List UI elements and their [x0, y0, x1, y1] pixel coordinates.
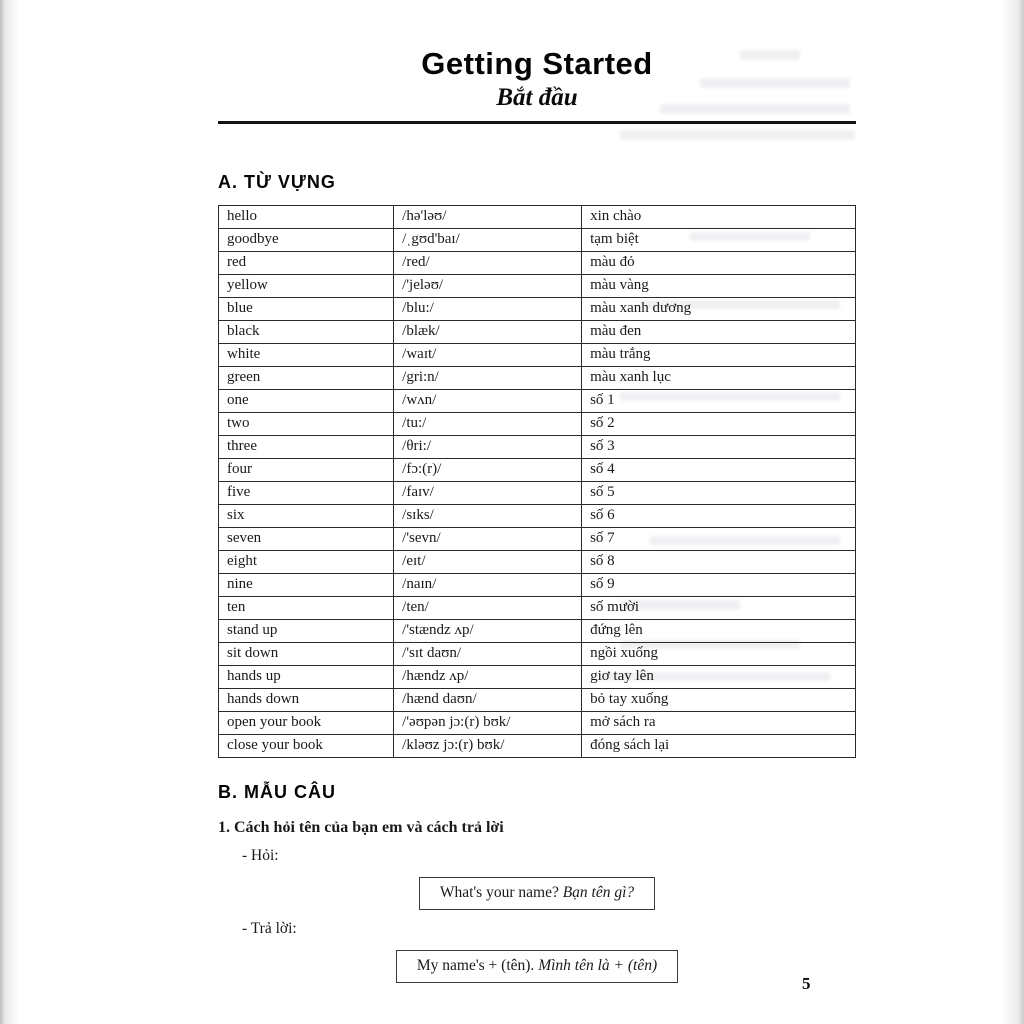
vocab-row [219, 574, 856, 597]
ask-box-wrap [218, 877, 856, 910]
vocab-cell-ipa: /waɪt/ [394, 344, 582, 367]
vocab-cell-meaning: màu xanh dương [582, 298, 856, 321]
vocab-cell-meaning: số 4 [582, 459, 856, 482]
vocab-cell-ipa: /ten/ [394, 597, 582, 620]
vocab-cell-meaning: tạm biệt [582, 229, 856, 252]
vocab-cell-word: hands down [219, 689, 394, 712]
vocab-cell-meaning: đóng sách lại [582, 735, 856, 758]
vocab-cell-meaning: số 2 [582, 413, 856, 436]
vocabulary-table [218, 205, 856, 758]
vocab-row [219, 482, 856, 505]
vocab-row [219, 206, 856, 229]
vocab-cell-word: hello [219, 206, 394, 229]
vocab-cell-word: five [219, 482, 394, 505]
ask-label: - Hỏi: [242, 847, 279, 864]
vocab-row [219, 436, 856, 459]
vocab-cell-meaning: màu đỏ [582, 252, 856, 275]
title-divider [218, 121, 856, 124]
vocab-row [219, 551, 856, 574]
vocab-cell-ipa: /'jeləʊ/ [394, 275, 582, 298]
vocab-cell-ipa: /gri:n/ [394, 367, 582, 390]
answer-label: - Trả lời: [242, 920, 297, 937]
vocab-row [219, 620, 856, 643]
vocab-cell-meaning: số 1 [582, 390, 856, 413]
vocab-row [219, 505, 856, 528]
vocab-cell-word: stand up [219, 620, 394, 643]
vocab-cell-word: yellow [219, 275, 394, 298]
section-b-heading: B. MẪU CÂU [218, 782, 336, 802]
vocab-cell-ipa: /hænd daʊn/ [394, 689, 582, 712]
answer-box-wrap [218, 950, 856, 983]
page-subtitle: Bắt đầu [496, 84, 578, 111]
vocab-cell-ipa: /θri:/ [394, 436, 582, 459]
vocab-cell-ipa: /tu:/ [394, 413, 582, 436]
ask-phrase-box [419, 877, 655, 910]
vocab-cell-ipa: /hændz ʌp/ [394, 666, 582, 689]
vocab-cell-ipa: /wʌn/ [394, 390, 582, 413]
vocab-row [219, 367, 856, 390]
vocab-cell-meaning: màu trắng [582, 344, 856, 367]
vocab-row [219, 252, 856, 275]
vocab-row [219, 689, 856, 712]
vocab-table-body [219, 206, 856, 758]
page-title: Getting Started [421, 46, 653, 81]
vocab-cell-meaning: số 3 [582, 436, 856, 459]
vocab-cell-word: blue [219, 298, 394, 321]
vocab-cell-meaning: số 8 [582, 551, 856, 574]
vocab-row [219, 712, 856, 735]
ask-phrase-english: What's your name? [439, 884, 563, 901]
vocab-cell-ipa: /faɪv/ [394, 482, 582, 505]
vocab-cell-ipa: /'sɪt daʊn/ [394, 643, 582, 666]
vocab-cell-meaning: màu vàng [582, 275, 856, 298]
vocab-cell-ipa: /naɪn/ [394, 574, 582, 597]
vocab-cell-ipa: /blæk/ [394, 321, 582, 344]
vocab-row [219, 459, 856, 482]
vocab-row [219, 413, 856, 436]
vocab-cell-ipa: /red/ [394, 252, 582, 275]
pattern-item-1: 1. Cách hỏi tên của bạn em và cách trả lời [218, 819, 504, 836]
vocab-cell-word: black [219, 321, 394, 344]
vocab-cell-word: seven [219, 528, 394, 551]
vocab-cell-word: four [219, 459, 394, 482]
page-content [218, 0, 856, 983]
vocab-cell-ipa: /sɪks/ [394, 505, 582, 528]
vocab-cell-word: eight [219, 551, 394, 574]
vocab-cell-ipa: /'stændz ʌp/ [394, 620, 582, 643]
vocab-cell-ipa: /fɔ:(r)/ [394, 459, 582, 482]
vocab-cell-ipa: /hə'ləʊ/ [394, 206, 582, 229]
vocab-row [219, 344, 856, 367]
vocab-row [219, 229, 856, 252]
vocab-cell-word: one [219, 390, 394, 413]
vocab-cell-meaning: số 6 [582, 505, 856, 528]
vocab-cell-meaning: mở sách ra [582, 712, 856, 735]
vocab-cell-word: goodbye [219, 229, 394, 252]
vocab-cell-meaning: màu đen [582, 321, 856, 344]
vocab-cell-meaning: bỏ tay xuống [582, 689, 856, 712]
vocab-row [219, 528, 856, 551]
vocab-cell-word: two [219, 413, 394, 436]
vocab-cell-meaning: số 7 [582, 528, 856, 551]
vocab-cell-word: three [219, 436, 394, 459]
vocab-row [219, 275, 856, 298]
vocab-row [219, 666, 856, 689]
ask-phrase-vietnamese: Bạn tên gì? [562, 884, 635, 901]
vocab-cell-meaning: giơ tay lên [582, 666, 856, 689]
vocab-row [219, 597, 856, 620]
answer-phrase-vietnamese: Mình tên là + (tên) [538, 957, 658, 974]
vocab-cell-ipa: /eɪt/ [394, 551, 582, 574]
vocab-cell-meaning: xin chào [582, 206, 856, 229]
vocab-cell-word: open your book [219, 712, 394, 735]
vocab-cell-meaning: đứng lên [582, 620, 856, 643]
vocab-cell-word: green [219, 367, 394, 390]
vocab-cell-ipa: /blu:/ [394, 298, 582, 321]
vocab-cell-meaning: màu xanh lục [582, 367, 856, 390]
vocab-row [219, 643, 856, 666]
vocab-cell-meaning: số 5 [582, 482, 856, 505]
vocab-cell-ipa: /ˌgʊd'baɪ/ [394, 229, 582, 252]
vocab-cell-word: ten [219, 597, 394, 620]
vocab-row [219, 390, 856, 413]
vocab-cell-word: red [219, 252, 394, 275]
vocab-cell-ipa: /kləʊz jɔ:(r) bʊk/ [394, 735, 582, 758]
vocab-cell-word: six [219, 505, 394, 528]
vocab-cell-ipa: /'əʊpən jɔ:(r) bʊk/ [394, 712, 582, 735]
vocab-cell-word: sit down [219, 643, 394, 666]
vocab-row [219, 321, 856, 344]
vocab-cell-word: hands up [219, 666, 394, 689]
vocab-cell-meaning: ngồi xuống [582, 643, 856, 666]
vocab-cell-meaning: số mười [582, 597, 856, 620]
vocab-cell-word: close your book [219, 735, 394, 758]
answer-phrase-english: My name's + (tên). [416, 957, 539, 974]
answer-phrase-box [396, 950, 678, 983]
vocab-cell-meaning: số 9 [582, 574, 856, 597]
section-a-heading: A. TỪ VỰNG [218, 172, 336, 192]
vocab-row [219, 298, 856, 321]
vocab-cell-word: nine [219, 574, 394, 597]
vocab-cell-word: white [219, 344, 394, 367]
vocab-cell-ipa: /'sevn/ [394, 528, 582, 551]
vocab-row [219, 735, 856, 758]
page-number: 5 [802, 974, 811, 993]
